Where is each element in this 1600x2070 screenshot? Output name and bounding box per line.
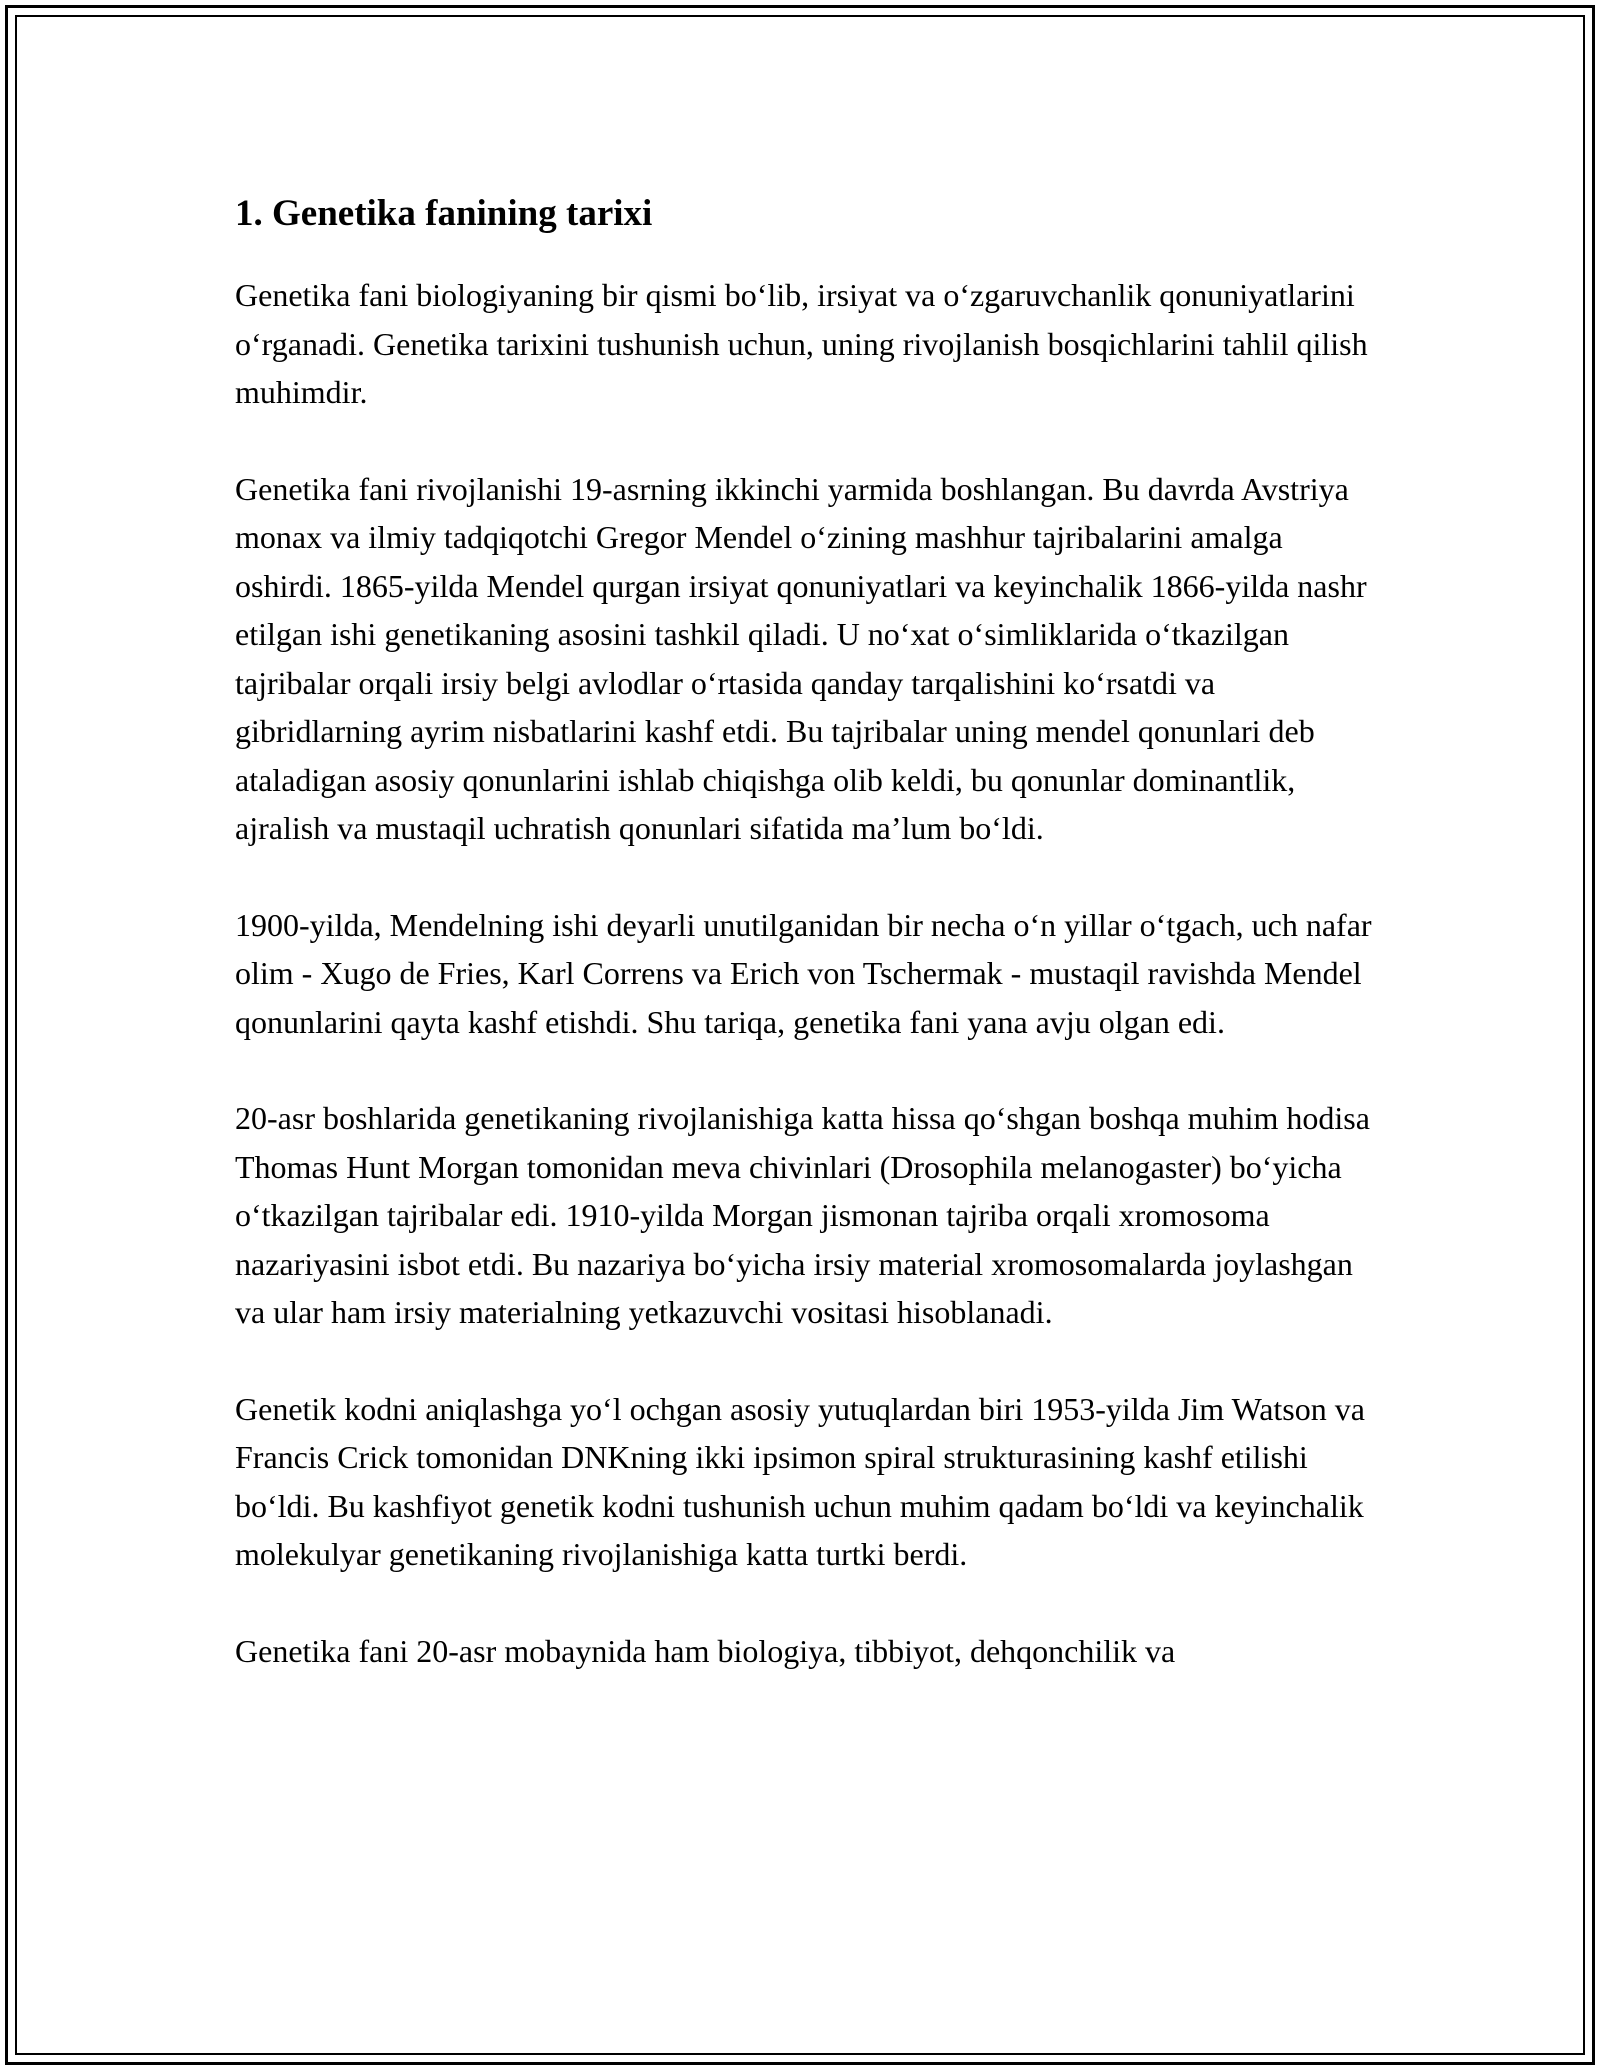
section-heading: 1. Genetika fanining tarixi xyxy=(235,193,653,234)
paragraph-mendel: Genetika fani rivojlanishi 19-asrning ikkinchi yarmida boshlangan. Bu davrda Avstriya monax va ilmiy tadqiqotchi Gregor Mendel o‘zining mashhur tajribalarini amalga oshirdi. 1865-yilda Mendel qurgan irsiyat qonuniyatlari va keyinchalik 1866-yilda nashr etilgan ishi genetikaning asosini tashkil qiladi. U no‘xat o‘simliklarida o‘tkazilgan tajribalar orqali irsiy belgi avlodlar o‘rtasida qanday tarqalishini ko‘rsatdi va gibridlarning ayrim nisbatlarini kashf etdi. Bu tajribalar uning mendel qonunlari deb ataladigan asosiy qonunlarini ishlab chiqishga olib keldi, bu qonunlar dominantlik, ajralish va mustaqil uchratish qonunlari sifatida ma’lum bo‘ldi. xyxy=(235,470,1367,846)
paragraph-morgan: 20-asr boshlarida genetikaning rivojlanishiga katta hissa qo‘shgan boshqa muhim hodisa Thomas Hunt Morgan tomonidan meva chivinlari (Drosophila melanogaster) bo‘yicha o‘tkazilgan tajribalar edi. 1910-yilda Morgan jismonan tajriba orqali xromosoma nazariyasini isbot etdi. Bu nazariya bo‘yicha irsiy material xromosomalarda joylashgan va ular ham irsiy materialning yetkazuvchi vositasi hisoblanadi. xyxy=(235,1100,1370,1330)
paragraph-20th-century: Genetika fani 20-asr mobaynida ham biologiya, tibbiyot, dehqonchilik va xyxy=(235,1632,1176,1669)
paragraph-intro: Genetika fani biologiyaning bir qismi bo‘lib, irsiyat va o‘zgaruvchanlik qonuniyatlarini o‘rganadi. Genetika tarixini tushunish uchun, uning rivojlanish bosqichlarini tahlil qilish muhimdir. xyxy=(235,277,1368,410)
paragraph-dna: Genetik kodni aniqlashga yo‘l ochgan asosiy yutuqlardan biri 1953-yilda Jim Watson va Francis Crick tomonidan DNKning ikki ipsimon spiral strukturasining kashf etilishi bo‘ldi. Bu kashfiyot genetik kodni tushunish uchun muhim qadam bo‘ldi va keyinchalik molekulyar genetikaning rivojlanishiga katta turtki berdi. xyxy=(235,1390,1365,1572)
paragraph-rediscovery: 1900-yilda, Mendelning ishi deyarli unutilganidan bir necha o‘n yillar o‘tgach, uch nafar olim - Xugo de Fries, Karl Correns va Erich von Tschermak - mustaqil ravishda Mendel qonunlarini qayta kashf etishdi. Shu tariqa, genetika fani yana avju olgan edi. xyxy=(235,906,1372,1040)
document-body xyxy=(235,190,1380,1675)
